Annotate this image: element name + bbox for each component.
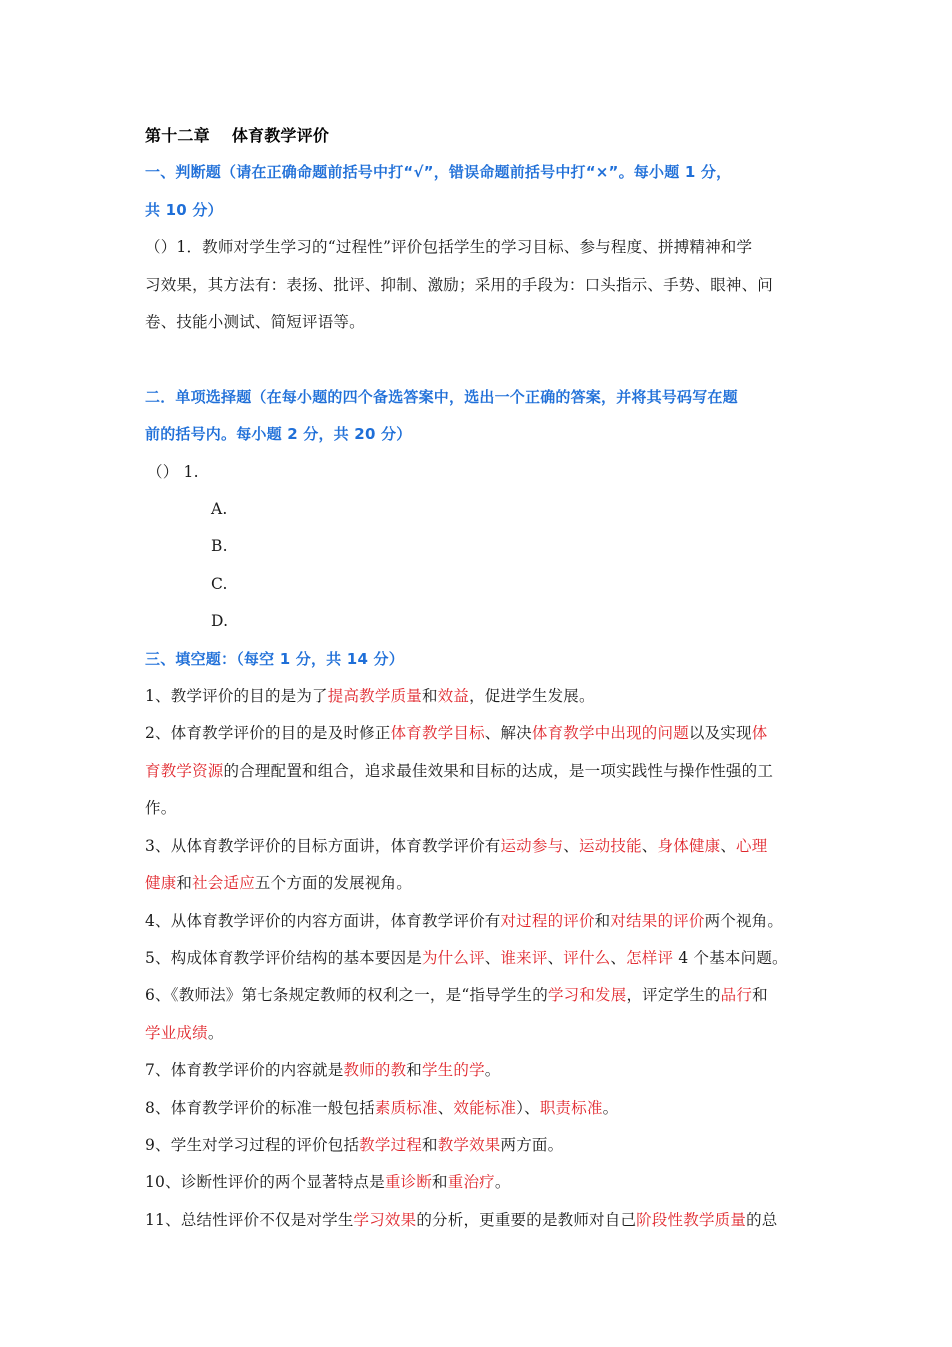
text: 2、体育教学评价的目的是及时修正 xyxy=(145,724,391,743)
text: 的总 xyxy=(746,1210,778,1229)
answer: 评什么 xyxy=(563,948,611,967)
choice-option-a: A. xyxy=(211,500,228,519)
text: 。 xyxy=(484,1061,501,1080)
answer: 谁来评 xyxy=(500,948,548,967)
answer: 体育教学目标 xyxy=(390,724,485,743)
text: 、 xyxy=(641,836,658,855)
fill-item-8 xyxy=(145,1090,815,1127)
text: 、 xyxy=(720,836,737,855)
text: 、 xyxy=(437,1098,454,1117)
fill-item-2-line1 xyxy=(145,715,815,752)
answer: 品行 xyxy=(720,986,753,1005)
answer: 效益 xyxy=(437,687,470,706)
section2-heading-line1: 二．单项选择题（在每小题的四个备选答案中，选出一个正确的答案，并将其号码写在题 xyxy=(145,387,738,406)
chapter-number: 第十二章 xyxy=(145,126,210,145)
fill-item-3-line2 xyxy=(145,865,815,902)
answer: 育教学资源 xyxy=(145,761,224,780)
answer: 重诊断 xyxy=(384,1173,433,1192)
text: 和 xyxy=(421,687,438,706)
text: 以及实现 xyxy=(688,724,752,743)
section1-heading-line2: 共 10 分） xyxy=(145,200,223,219)
fill-item-2-line2 xyxy=(145,753,815,790)
text: 五个方面的发展视角。 xyxy=(254,874,412,893)
answer: 重治疗 xyxy=(447,1173,495,1192)
fill-item-7 xyxy=(145,1052,815,1089)
text: 的合理配置和组合，追求最佳效果和目标的达成，是一项实践性与操作性强的工 xyxy=(223,761,774,780)
text: 1、教学评价的目的是为了 xyxy=(145,687,328,706)
answer: 健康 xyxy=(145,874,177,893)
answer: 社会适应 xyxy=(192,874,255,893)
answer: 效能标准 xyxy=(453,1098,517,1117)
answer: 对过程的评价 xyxy=(500,911,595,930)
text: 两个视角。 xyxy=(704,911,784,930)
text: 5、构成体育教学评价结构的基本要因是 xyxy=(145,948,422,967)
answer: 运动技能 xyxy=(578,836,642,855)
fill-item-9 xyxy=(145,1127,815,1164)
fill-item-2-line3 xyxy=(145,790,815,827)
chapter-name: 体育教学评价 xyxy=(231,126,330,145)
answer: 运动参与 xyxy=(500,836,564,855)
text: 3、从体育教学评价的目标方面讲，体育教学评价有 xyxy=(145,836,501,855)
text: 作。 xyxy=(145,799,177,818)
answer: 职责标准 xyxy=(539,1098,603,1117)
text: 和 xyxy=(406,1061,422,1080)
text: 和 xyxy=(752,986,768,1005)
text: 和 xyxy=(594,911,611,930)
section1-heading-line1: 一、判断题（请在正确命题前括号中打“√”，错误命题前括号中打“×”。每小题 1 分， xyxy=(145,163,732,182)
text: 7、体育教学评价的内容就是 xyxy=(145,1061,344,1080)
text: 、 xyxy=(547,948,564,967)
choice-question: （） 1. xyxy=(147,462,199,481)
text: 。 xyxy=(602,1098,619,1117)
answer: 体育教学中出现的问题 xyxy=(531,724,689,743)
text: 8、体育教学评价的标准一般包括 xyxy=(145,1098,375,1117)
text: 4 个基本问题。 xyxy=(673,948,788,967)
fill-item-11 xyxy=(145,1202,815,1239)
document-content xyxy=(145,117,815,1239)
chapter-title xyxy=(145,117,815,154)
judgement-question-line1: （）1．教师对学生学习的“过程性”评价包括学生的学习目标、参与程度、拼搏精神和学 xyxy=(145,238,753,257)
answer: 心理 xyxy=(736,836,768,855)
answer: 对结果的评价 xyxy=(610,911,705,930)
choice-option-d: D. xyxy=(211,612,229,631)
answer: 怎样评 xyxy=(626,948,674,967)
fill-item-4 xyxy=(145,903,815,940)
answer: 教学效果 xyxy=(437,1135,501,1154)
text: ）、 xyxy=(516,1098,540,1117)
answer: 提高教学质量 xyxy=(327,687,422,706)
fill-item-1 xyxy=(145,678,815,715)
answer: 素质标准 xyxy=(374,1098,438,1117)
answer: 教师的教 xyxy=(343,1061,407,1080)
answer: 身体健康 xyxy=(657,836,721,855)
text: 和 xyxy=(421,1135,438,1154)
text: 、 xyxy=(484,948,501,967)
judgement-question-line3: 卷、技能小测试、简短评语等。 xyxy=(145,313,365,332)
spacer xyxy=(145,341,815,378)
judgement-question-line2: 习效果，其方法有：表扬、批评、抑制、激励；采用的手段为：口头指示、手势、眼神、问 xyxy=(145,275,774,294)
text: 、 xyxy=(610,948,627,967)
fill-item-6-line1 xyxy=(145,977,815,1014)
text: 、 xyxy=(563,836,579,855)
section3-heading: 三、填空题：（每空 1 分，共 14 分） xyxy=(145,649,404,668)
text: 和 xyxy=(432,1173,448,1192)
text: ，评定学生的 xyxy=(626,986,721,1005)
answer: 学生的学 xyxy=(421,1061,485,1080)
text: 10、诊断性评价的两个显著特点是 xyxy=(145,1173,385,1192)
text: 。 xyxy=(494,1173,511,1192)
text: 的分析，更重要的是教师对自己 xyxy=(416,1210,637,1229)
text: 和 xyxy=(176,874,193,893)
choice-option-c: C. xyxy=(211,574,228,593)
choice-option-b: B. xyxy=(211,537,228,556)
answer: 学习效果 xyxy=(353,1210,417,1229)
text: 。 xyxy=(207,1023,224,1042)
fill-item-6-line2 xyxy=(145,1015,815,1052)
text: 6、《教师法》第七条规定教师的权利之一，是“指导学生的 xyxy=(145,986,548,1005)
fill-item-5 xyxy=(145,940,815,977)
answer: 体 xyxy=(751,724,768,743)
answer: 学业成绩 xyxy=(145,1023,208,1042)
text: 11、总结性评价不仅是对学生 xyxy=(145,1210,354,1229)
text: 两方面。 xyxy=(500,1135,564,1154)
answer: 阶段性教学质量 xyxy=(636,1210,747,1229)
text: ，促进学生发展。 xyxy=(469,687,595,706)
fill-item-3-line1 xyxy=(145,828,815,865)
fill-item-10 xyxy=(145,1164,815,1201)
answer: 为什么评 xyxy=(421,948,485,967)
text: 、解决 xyxy=(484,724,532,743)
text: 4、从体育教学评价的内容方面讲，体育教学评价有 xyxy=(145,911,501,930)
text: 9、学生对学习过程的评价包括 xyxy=(145,1135,360,1154)
answer: 学习和发展 xyxy=(547,986,627,1005)
section2-heading-line2: 前的括号内。每小题 2 分，共 20 分） xyxy=(145,425,412,444)
answer: 教学过程 xyxy=(359,1135,422,1154)
